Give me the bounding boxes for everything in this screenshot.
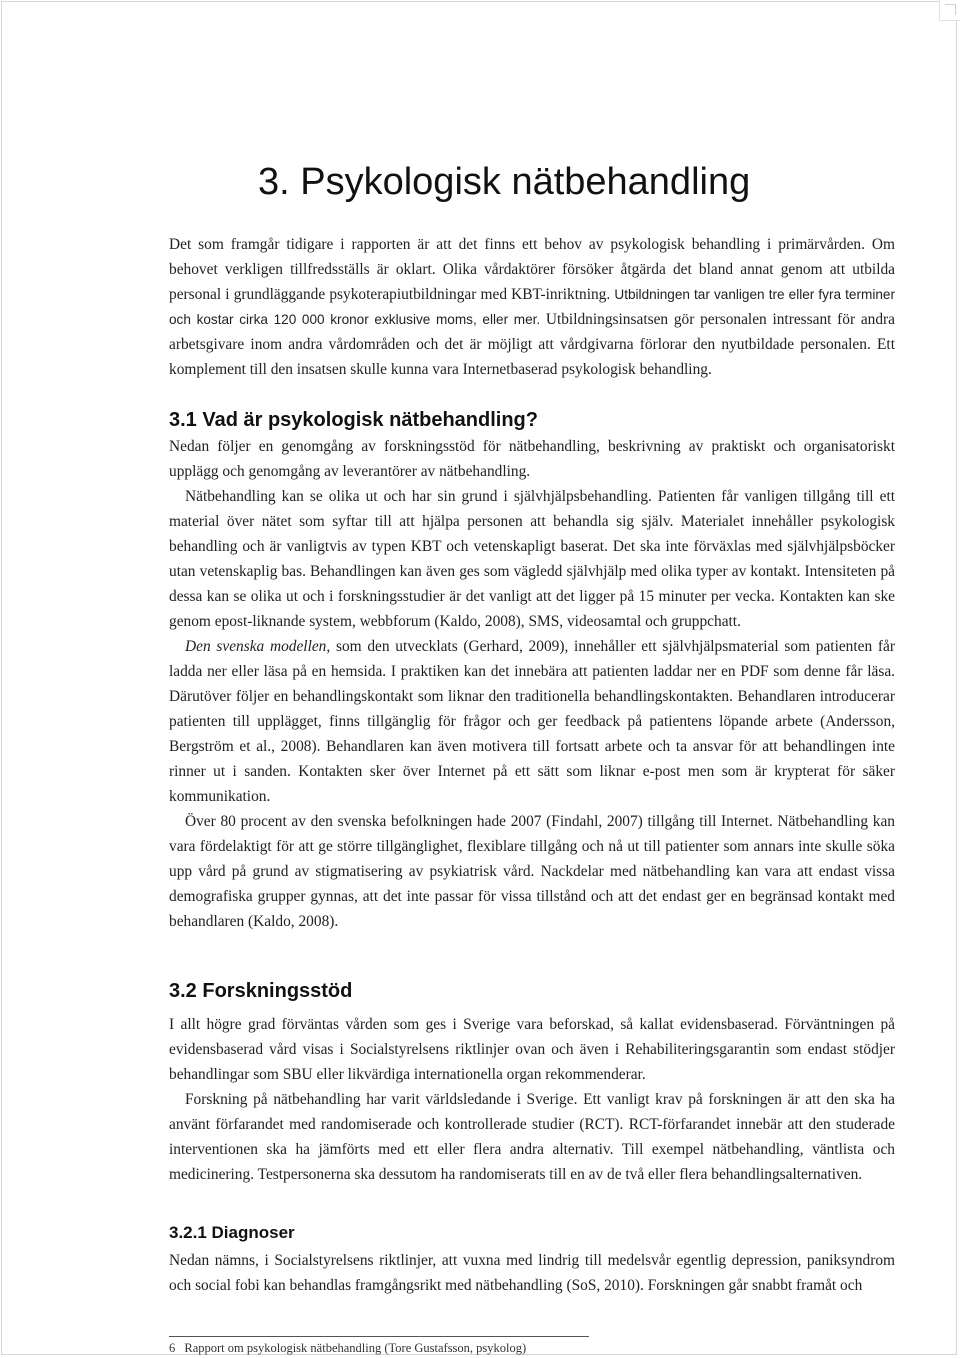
intro-text-part-2: Utbildningen tar vanligen tre eller fyra terminer och kostar cirka 120 000 kronor exklusive moms, eller mer. (169, 287, 895, 327)
section-3-1-paragraph-3-text: , som den utvecklats (Gerhard, 2009), innehåller ett självhjälpsmaterial som patienten får ladda ner eller läsa på en hemsida. I praktiken kan det innebära att patienten laddar ner en PDF som denne får läsa. Därutöver följer en behandlingskontakt som liknar den traditionella behandlingskontakten. Behandlaren introducerar patienten till upplägget, finns tillgänglig för frågor och ger feedback på patientens löpande arbete (Andersson, Bergström et al., 2008). Behandlaren kan även motivera till fortsatt arbete och ta ansvar för att behandlingen inte rinner ut i sanden. Kontakten sker över Internet på ett sätt som liknar e-post men som är krypterat för säker kommunikation. (169, 638, 895, 805)
chapter-title: 3. Psykologisk nätbehandling (258, 161, 751, 203)
page-number: 6 (169, 1341, 176, 1355)
running-title: Rapport om psykologisk nätbehandling (Tore Gustafsson, psykolog) (184, 1341, 527, 1355)
section-3-2-heading: 3.2 Forskningsstöd (169, 980, 353, 1002)
section-3-2-1-paragraph-1: Nedan nämns, i Socialstyrelsens riktlinjer, att vuxna med lindrig till medelsvår egentlig depression, paniksyndrom och social fobi kan behandlas framgångsrikt med nätbehandling (SoS, 2010). Forskningen går snabbt framåt och (169, 1252, 895, 1294)
section-3-2-paragraph-1: I allt högre grad förväntas vården som ges i Sverige vara beforskad, så kallat evidensbaserad. Förväntningen på evidensbaserad vård visas i Socialstyrelsens riktlinjer ovan och även i Rehabiliteringsgarantin som endast stödjer behandlingar som SBU eller likvärdiga internationella organ rekommenderar. (169, 1016, 895, 1083)
intro-paragraph (169, 232, 895, 382)
section-3-1-paragraph-3 (169, 634, 895, 809)
section-3-2-1-heading: 3.2.1 Diagnoser (169, 1223, 295, 1242)
page-corner-mark (939, 0, 960, 21)
page-footer (169, 1336, 589, 1356)
main-content (169, 232, 895, 1298)
intro-text-part-1: Det som framgår tidigare i rapporten är att det finns ett behov av psykologisk behandling i primärvården. Om behovet verkligen tillfredsställs är oklart. Olika vårdaktörer försöker åtgärda det bland annat genom att utbilda personal i grundläggande psykoterapiutbildningar med KBT-inriktning. (169, 236, 895, 303)
section-3-1-paragraph-1: Nedan följer en genomgång av forskningsstöd för nätbehandling, beskrivning av praktiskt och organisatoriskt upplägg och genomgång av leverantörer av nätbehandling. (169, 438, 895, 480)
section-3-2-paragraph-2: Forskning på nätbehandling har varit världsledande i Sverige. Ett vanligt krav på forskningen är att den ska ha använt förfarandet med randomiserade och kontrollerade studier (RCT). RCT-förfarandet innebär att den studerade interventionen ska ha jämförts med ett eller flera andra alternativ. Till exempel nätbehandling, väntlista och medicinering. Testpersonerna ska dessutom ha randomiserats till en av de två eller flera behandlingsalternativen. (169, 1091, 895, 1183)
section-3-1-paragraph-4: Över 80 procent av den svenska befolkningen hade 2007 (Findahl, 2007) tillgång till Internet. Nätbehandling kan vara fördelaktigt för att ge större tillgänglighet, flexiblare tillgång och nå ut till patienter som annars inte skulle söka upp vård på grund av stigmatisering av psykiatrisk vård. Nackdelar med nätbehandling kan vara att endast vissa demografiska grupper gynnas, att det inte passar för vissa tillstånd och att det endast ger en begränsad kontakt med behandlaren (Kaldo, 2008). (169, 813, 895, 930)
section-3-1-paragraph-2: Nätbehandling kan se olika ut och har sin grund i självhjälpsbehandling. Patienten får vanligen tillgång till ett material över nätet som syftar till att hjälpa personen att behandla sig själv. Materialet innehåller psykologisk behandling och är vanligtvis av typen KBT och vetenskapligt baserat. Det ska inte förväxlas med självhjälpsböcker utan vetenskaplig bas. Behandlingen kan även ges som vägledd självhjälp med olika typer av kontakt. Intensiteten på dessa kan se olika ut och i forskningsstudier är det vanligt att det ligger på 15 minuter per vecka. Kontakten kan ske genom epost-liknande system, webbforum (Kaldo, 2008), SMS, videosamtal och gruppchatt. (169, 488, 895, 630)
swedish-model-term: Den svenska modellen (185, 638, 327, 655)
section-3-1-heading: 3.1 Vad är psykologisk nätbehandling? (169, 409, 538, 431)
intro-text-part-3: Utbildningsinsatsen gör personalen intressant för andra arbetsgivare inom andra vårdområden och det är möjligt att vårdgivarna förlorar den nyutbildade personalen. Ett komplement till den insatsen skulle kunna vara Internetbaserad psykologisk behandling. (169, 311, 895, 378)
